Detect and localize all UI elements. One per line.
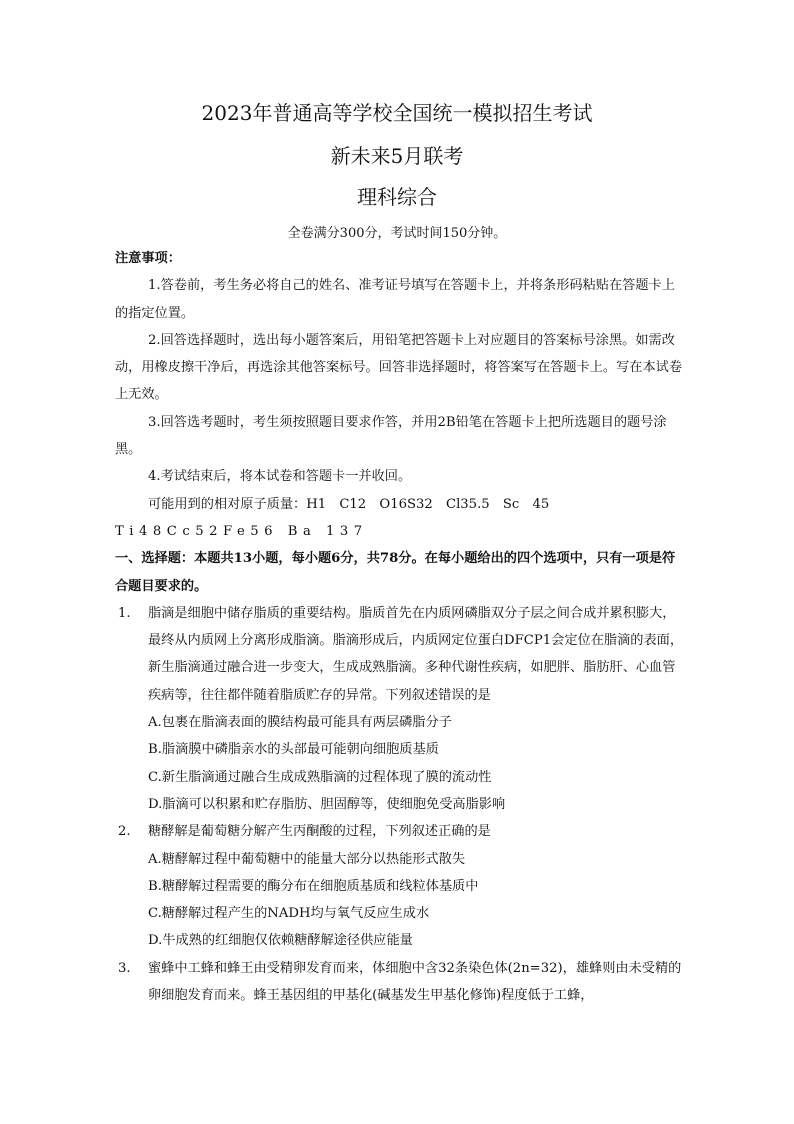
question-stem: 蜜蜂中工蜂和蜂王由受精卵发育而来，体细胞中含32条染色体(2n=32)，雄蜂则由未受精的卵细胞发育而来。蜂王基因组的甲基化(碱基发生甲基化修饰)程度低于工蜂， xyxy=(148,960,682,1004)
question-option: C.新生脂滴通过融合生成成熟脂滴的过程体现了膜的流动性 xyxy=(148,769,492,785)
question-option: A.包裹在脂滴表面的膜结构最可能具有两层磷脂分子 xyxy=(148,715,452,731)
question-2 xyxy=(115,818,685,845)
question-option: C.糖酵解过程产生的NADH均与氧气反应生成水 xyxy=(148,906,430,922)
section-heading: 一、选择题：本题共13小题，每小题6分，共78分。在每小题给出的四个选项中，只有一项是符合题目要求的。 xyxy=(115,551,676,594)
exam-body xyxy=(115,245,685,1009)
question-1 xyxy=(115,600,685,709)
question-option: B.糖酵解过程需要的酶分布在细胞质基质和线粒体基质中 xyxy=(148,878,479,894)
exam-subtitle: 新未来5月联考 xyxy=(330,144,464,168)
notice-item: 2.回答选择题时，选出每小题答案后，用铅笔把答题卡上对应题目的答案标号涂黑。如需改动，用橡皮擦干净后，再选涂其他答案标号。回答非选择题时，将答案写在答题卡上。写在本试卷上无效。 xyxy=(115,332,683,403)
notice-item: 4.考试结束后，将本试卷和答题卡一并收回。 xyxy=(148,469,412,485)
question-stem: 脂滴是细胞中储存脂质的重要结构。脂质首先在内质网磷脂双分子层之间合成并累积膨大，最终从内质网上分离形成脂滴。脂滴形成后，内质网定位蛋白DFCP1会定位在脂滴的表面，新生脂滴通过融合进一步变大，生成成熟脂滴。多种代谢性疾病，如肥胖、脂肪肝、心血管疾病等，往往都伴随着脂质贮存的异常。下列叙述错误的是 xyxy=(148,605,684,703)
question-option: B.脂滴膜中磷脂亲水的头部最可能朝向细胞质基质 xyxy=(148,742,439,758)
atomic-mass-line: 可能用到的相对原子质量：H1 C12 O16S32 Cl35.5 Sc 45 xyxy=(148,496,550,512)
question-stem: 糖酵解是葡萄糖分解产生丙酮酸的过程，下列叙述正确的是 xyxy=(148,824,491,840)
notice-item: 1.答卷前，考生务必将自己的姓名、准考证号填写在答题卡上，并将条形码粘贴在答题卡上的指定位置。 xyxy=(115,278,675,321)
question-number: 3. xyxy=(118,960,131,976)
atomic-mass-line-2: Ti48Cc52Fe56 Ba 137 xyxy=(115,523,368,539)
question-option: A.糖酵解过程中葡萄糖中的能量大部分以热能形式散失 xyxy=(148,851,466,867)
question-number: 2. xyxy=(118,824,131,840)
score-info: 全卷满分300分，考试时间150分钟。 xyxy=(287,226,507,241)
notice-item: 3.回答选考题时，考生须按照题目要求作答，并用2B铅笔在答题卡上把所选题目的题号涂黑。 xyxy=(115,414,667,458)
question-number: 1. xyxy=(118,605,131,621)
question-option: D.牛成熟的红细胞仅依赖糖酵解途径供应能量 xyxy=(148,933,413,949)
notice-heading: 注意事项： xyxy=(115,251,181,266)
question-3 xyxy=(115,955,685,1010)
exam-title: 2023年普通高等学校全国统一模拟招生考试 xyxy=(201,101,593,125)
question-option: D.脂滴可以积累和贮存脂肪、胆固醇等，使细胞免受高脂影响 xyxy=(148,796,506,812)
exam-subject: 理科综合 xyxy=(357,185,437,209)
